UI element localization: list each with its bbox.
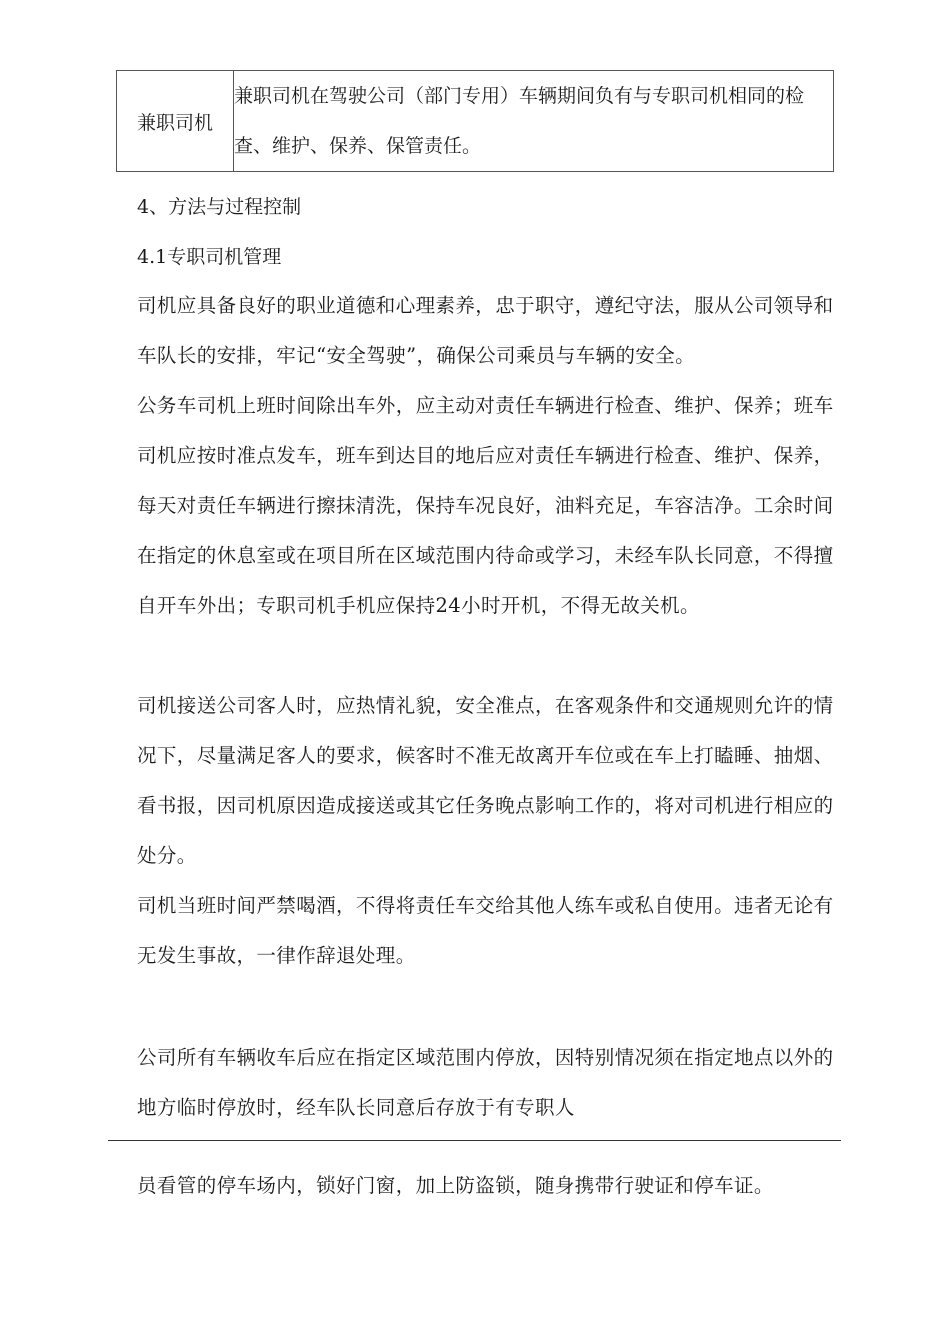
footnote-divider bbox=[108, 1140, 841, 1141]
subsection-heading: 4.1专职司机管理 bbox=[137, 246, 282, 268]
paragraph-parking: 公司所有车辆收车后应在指定区域范围内停放，因特别情况须在指定地点以外的地方临时停放时，经车队长同意后存放于有专职人 bbox=[137, 1046, 834, 1119]
paragraph-driver-ethics: 司机应具备良好的职业道德和心理素养，忠于职守，遵纪守法，服从公司领导和车队长的安排，牢记“安全驾驶”，确保公司乘员与车辆的安全。 bbox=[137, 294, 834, 367]
paragraph-duty-time: 公务车司机上班时间除出车外，应主动对责任车辆进行检查、维护、保养；班车司机应按时准点发车，班车到达目的地后应对责任车辆进行检查、维护、保养，每天对责任车辆进行擦抹清洗，保持车况良好，油料充足，车容洁净。工余时间在指定的休息室或在项目所在区域范围内待命或学习，未经车队长同意，不得擅自开车外出；专职司机手机应保持24小时开机，不得无故关机。 bbox=[137, 394, 834, 617]
role-description-cell: 兼职司机在驾驶公司（部门专用）车辆期间负有与专职司机相同的检查、维护、保养、保管责任。 bbox=[234, 71, 834, 172]
section-heading: 4、方法与过程控制 bbox=[137, 196, 302, 218]
table-row bbox=[117, 71, 834, 172]
responsibility-table bbox=[116, 70, 834, 172]
paragraph-no-drinking: 司机当班时间严禁喝酒，不得将责任车交给其他人练车或私自使用。违者无论有无发生事故，一律作辞退处理。 bbox=[137, 894, 834, 967]
paragraph-parking-continued: 员看管的停车场内，锁好门窗，加上防盗锁，随身携带行驶证和停车证。 bbox=[137, 1174, 774, 1197]
role-name-cell: 兼职司机 bbox=[117, 71, 234, 172]
paragraph-guest-service: 司机接送公司客人时，应热情礼貌，安全准点，在客观条件和交通规则允许的情况下，尽量满足客人的要求，候客时不准无故离开车位或在车上打瞌睡、抽烟、看书报，因司机原因造成接送或其它任务晚点影响工作的，将对司机进行相应的处分。 bbox=[137, 694, 834, 867]
